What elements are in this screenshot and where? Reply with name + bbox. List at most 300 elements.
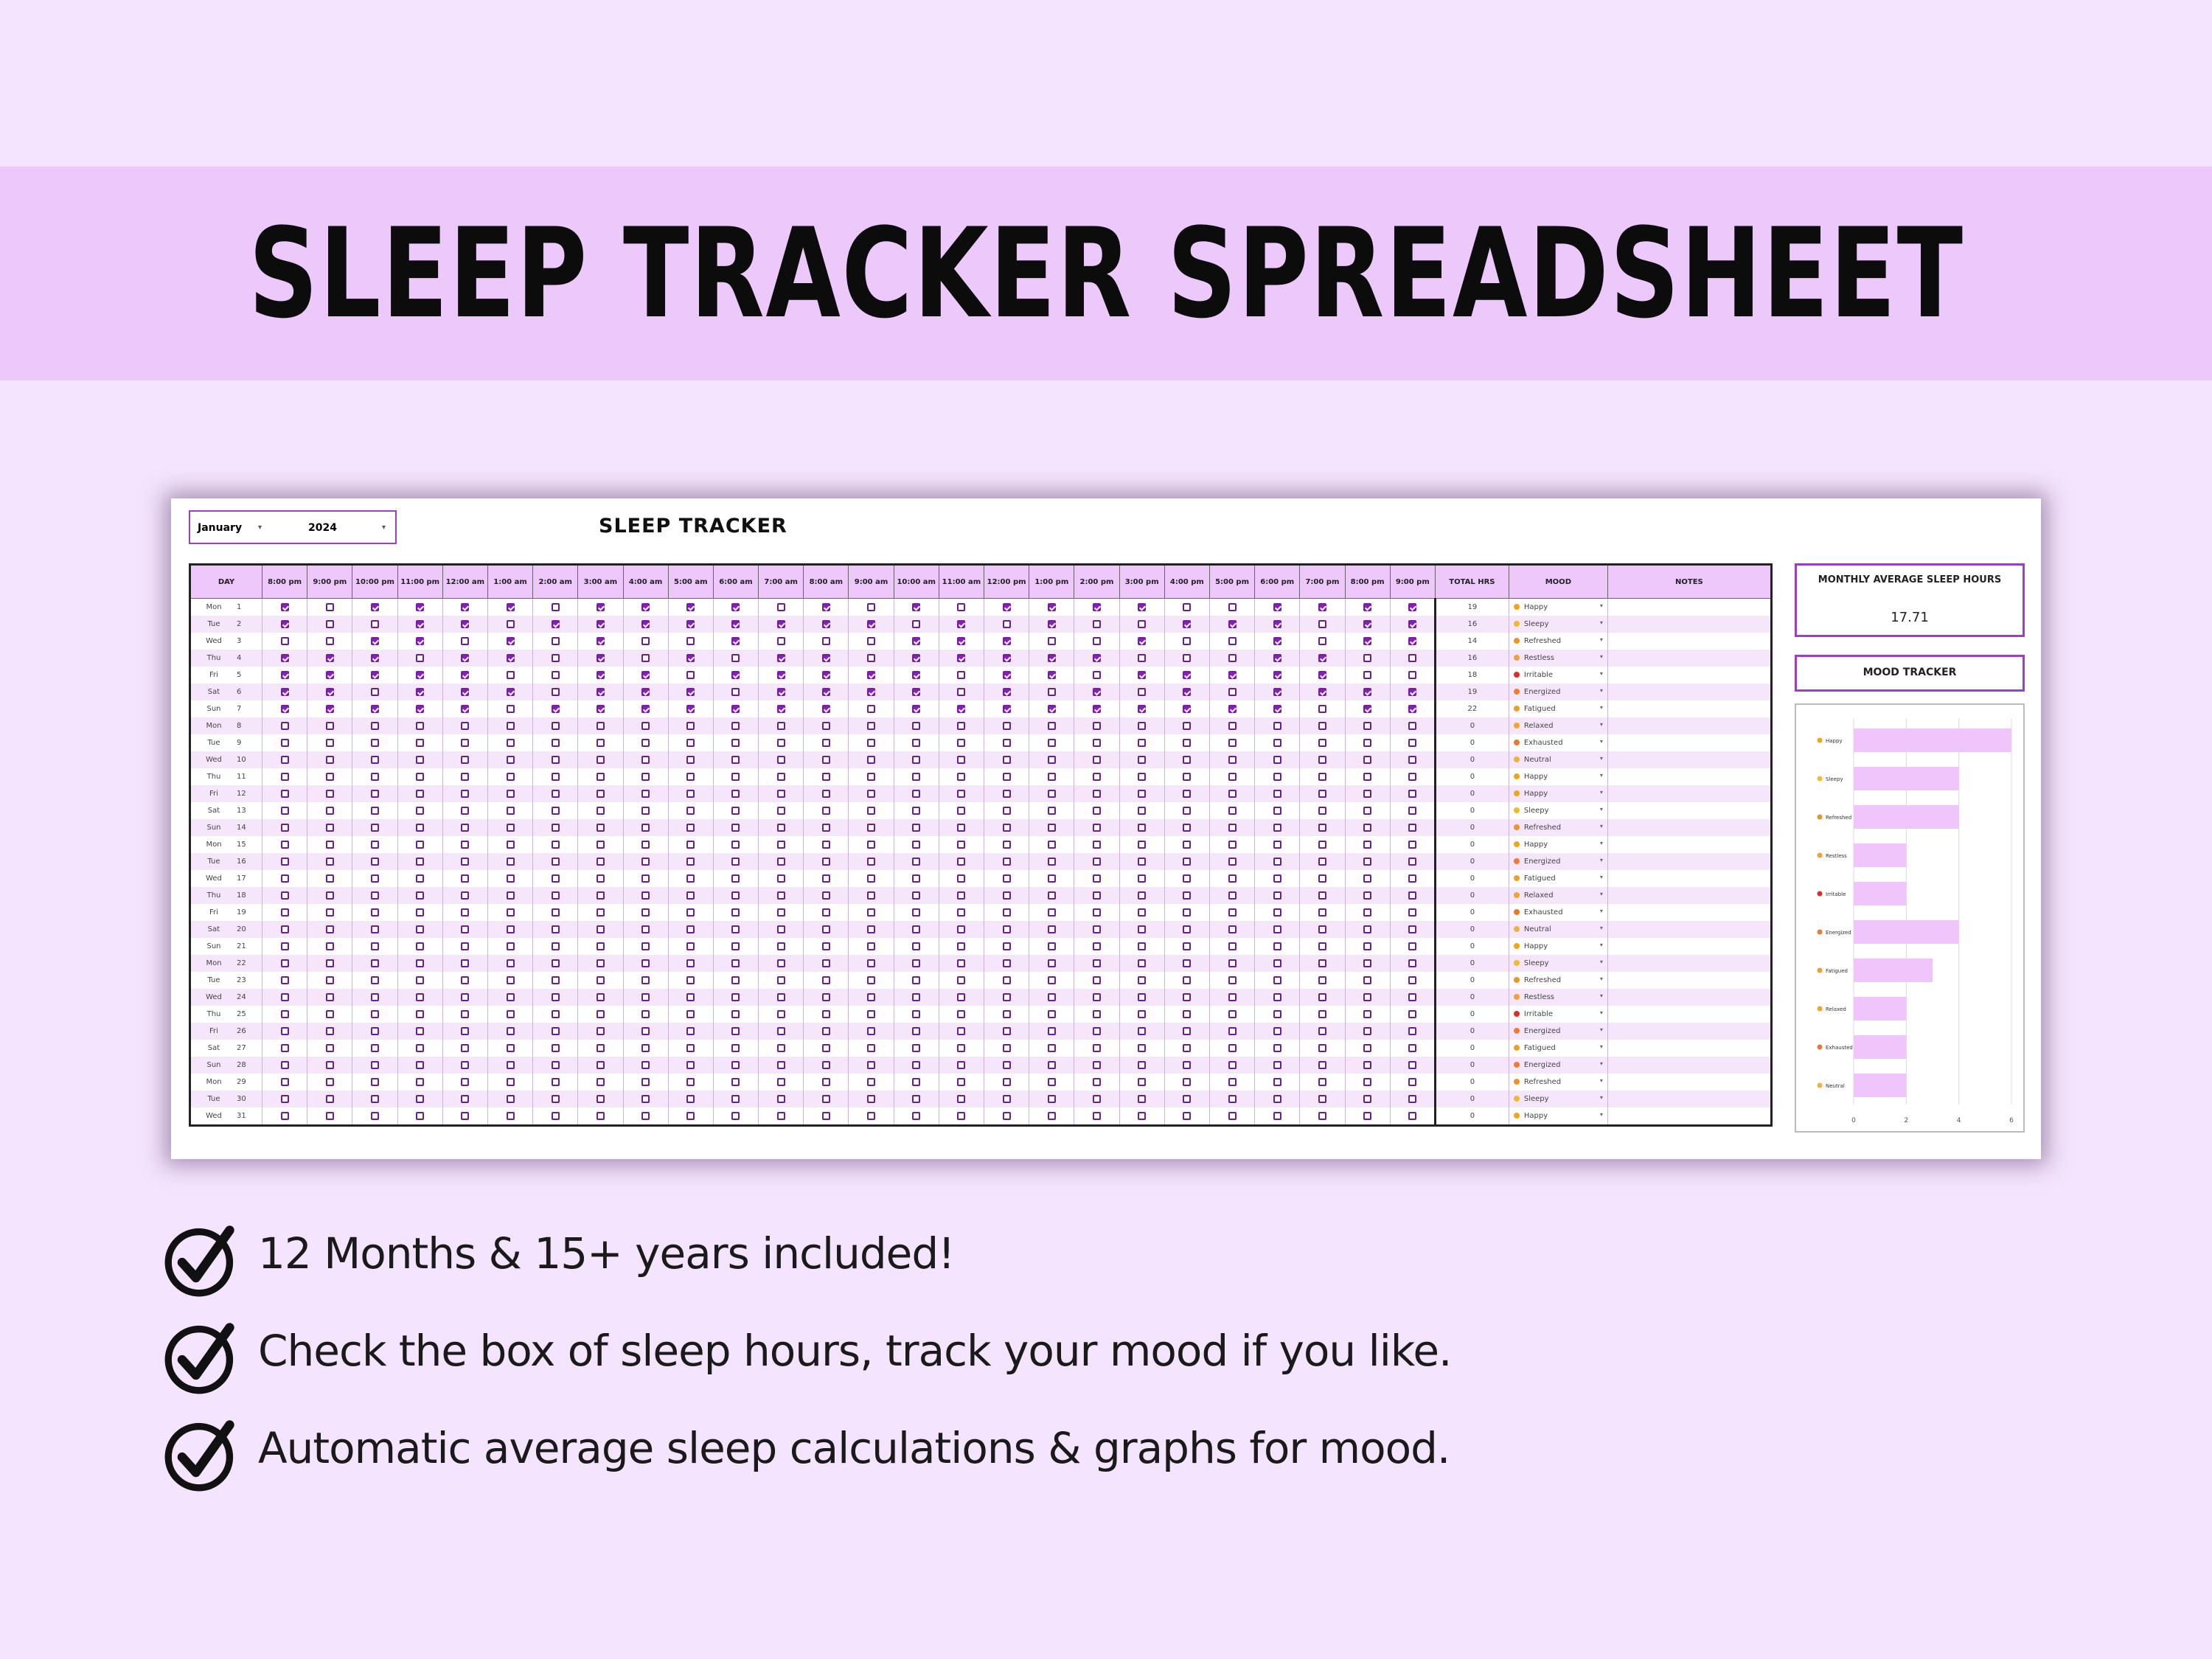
hour-cell[interactable] bbox=[352, 717, 397, 734]
hour-cell[interactable] bbox=[804, 887, 849, 904]
checkbox-checked[interactable] bbox=[326, 654, 334, 662]
hour-cell[interactable] bbox=[533, 768, 578, 785]
hour-cell[interactable] bbox=[262, 650, 307, 667]
hour-cell[interactable] bbox=[1164, 1107, 1209, 1126]
checkbox[interactable] bbox=[371, 891, 379, 900]
checkbox[interactable] bbox=[507, 722, 515, 730]
hour-cell[interactable] bbox=[1119, 972, 1164, 989]
month-year-selector[interactable] bbox=[189, 510, 397, 544]
checkbox-checked[interactable] bbox=[1318, 603, 1326, 611]
checkbox[interactable] bbox=[1138, 756, 1146, 764]
checkbox[interactable] bbox=[507, 1010, 515, 1018]
hour-cell[interactable] bbox=[984, 717, 1029, 734]
hour-cell[interactable] bbox=[713, 819, 758, 836]
hour-cell[interactable] bbox=[759, 1006, 804, 1023]
checkbox[interactable] bbox=[641, 993, 650, 1001]
checkbox[interactable] bbox=[552, 824, 560, 832]
hour-cell[interactable] bbox=[578, 650, 623, 667]
checkbox-checked[interactable] bbox=[641, 705, 650, 713]
year-dropdown[interactable]: 2024 bbox=[308, 522, 337, 534]
checkbox[interactable] bbox=[822, 1044, 830, 1052]
hour-cell[interactable] bbox=[849, 616, 894, 633]
hour-cell[interactable] bbox=[849, 904, 894, 921]
checkbox[interactable] bbox=[371, 756, 379, 764]
hour-cell[interactable] bbox=[1209, 633, 1254, 650]
checkbox[interactable] bbox=[281, 722, 289, 730]
checkbox[interactable] bbox=[1093, 891, 1101, 900]
checkbox[interactable] bbox=[957, 1010, 965, 1018]
checkbox[interactable] bbox=[1183, 908, 1191, 917]
hour-cell[interactable] bbox=[262, 1006, 307, 1023]
checkbox[interactable] bbox=[777, 959, 785, 967]
checkbox-checked[interactable] bbox=[1048, 603, 1056, 611]
hour-cell[interactable] bbox=[1074, 989, 1119, 1006]
hour-cell[interactable] bbox=[533, 684, 578, 700]
hour-cell[interactable] bbox=[939, 1006, 984, 1023]
hour-cell[interactable] bbox=[668, 616, 713, 633]
hour-cell[interactable] bbox=[1119, 989, 1164, 1006]
hour-cell[interactable] bbox=[984, 819, 1029, 836]
checkbox[interactable] bbox=[597, 722, 605, 730]
hour-cell[interactable] bbox=[804, 1023, 849, 1040]
checkbox-checked[interactable] bbox=[416, 603, 424, 611]
checkbox-checked[interactable] bbox=[1318, 688, 1326, 696]
hour-cell[interactable] bbox=[307, 1057, 352, 1074]
notes-cell[interactable] bbox=[1607, 921, 1771, 938]
hour-cell[interactable] bbox=[849, 836, 894, 853]
checkbox[interactable] bbox=[867, 603, 875, 611]
hour-cell[interactable] bbox=[804, 684, 849, 700]
hour-cell[interactable] bbox=[533, 1006, 578, 1023]
checkbox-checked[interactable] bbox=[1408, 603, 1416, 611]
hour-cell[interactable] bbox=[759, 989, 804, 1006]
hour-cell[interactable] bbox=[849, 938, 894, 955]
hour-cell[interactable] bbox=[307, 921, 352, 938]
hour-cell[interactable] bbox=[1345, 1074, 1390, 1091]
checkbox[interactable] bbox=[1003, 1112, 1011, 1120]
hour-cell[interactable] bbox=[533, 921, 578, 938]
hour-cell[interactable] bbox=[262, 1057, 307, 1074]
checkbox[interactable] bbox=[1228, 688, 1237, 696]
checkbox[interactable] bbox=[1183, 891, 1191, 900]
checkbox[interactable] bbox=[957, 841, 965, 849]
checkbox[interactable] bbox=[1003, 773, 1011, 781]
checkbox[interactable] bbox=[1273, 722, 1281, 730]
checkbox[interactable] bbox=[461, 790, 469, 798]
hour-cell[interactable] bbox=[894, 599, 939, 616]
checkbox[interactable] bbox=[597, 1010, 605, 1018]
checkbox[interactable] bbox=[1273, 942, 1281, 950]
hour-cell[interactable] bbox=[623, 650, 668, 667]
checkbox[interactable] bbox=[1093, 942, 1101, 950]
hour-cell[interactable] bbox=[442, 616, 487, 633]
hour-cell[interactable] bbox=[1209, 1107, 1254, 1126]
hour-cell[interactable] bbox=[1300, 684, 1345, 700]
checkbox-checked[interactable] bbox=[731, 603, 740, 611]
checkbox[interactable] bbox=[597, 993, 605, 1001]
mood-dropdown[interactable] bbox=[1509, 938, 1607, 955]
hour-cell[interactable] bbox=[939, 853, 984, 870]
hour-cell[interactable] bbox=[352, 734, 397, 751]
hour-cell[interactable] bbox=[849, 1006, 894, 1023]
chevron-down-icon[interactable]: ▾ bbox=[1599, 738, 1603, 745]
checkbox[interactable] bbox=[507, 773, 515, 781]
checkbox[interactable] bbox=[1408, 959, 1416, 967]
checkbox-checked[interactable] bbox=[957, 705, 965, 713]
checkbox[interactable] bbox=[731, 891, 740, 900]
checkbox[interactable] bbox=[1273, 1095, 1281, 1103]
chevron-down-icon[interactable]: ▾ bbox=[1599, 704, 1603, 711]
checkbox[interactable] bbox=[1183, 993, 1191, 1001]
hour-cell[interactable] bbox=[1029, 819, 1074, 836]
hour-cell[interactable] bbox=[804, 751, 849, 768]
hour-cell[interactable] bbox=[668, 700, 713, 717]
hour-cell[interactable] bbox=[668, 1040, 713, 1057]
hour-cell[interactable] bbox=[1345, 802, 1390, 819]
checkbox[interactable] bbox=[326, 1027, 334, 1035]
hour-cell[interactable] bbox=[849, 650, 894, 667]
checkbox-checked[interactable] bbox=[326, 671, 334, 679]
hour-cell[interactable] bbox=[533, 616, 578, 633]
hour-cell[interactable] bbox=[1029, 921, 1074, 938]
hour-cell[interactable] bbox=[307, 684, 352, 700]
hour-cell[interactable] bbox=[1029, 1091, 1074, 1107]
checkbox[interactable] bbox=[416, 858, 424, 866]
hour-cell[interactable] bbox=[352, 1057, 397, 1074]
checkbox[interactable] bbox=[461, 874, 469, 883]
hour-cell[interactable] bbox=[1119, 853, 1164, 870]
checkbox[interactable] bbox=[552, 1027, 560, 1035]
checkbox[interactable] bbox=[957, 908, 965, 917]
chevron-down-icon[interactable]: ▾ bbox=[1599, 1009, 1603, 1016]
hour-cell[interactable] bbox=[894, 785, 939, 802]
checkbox[interactable] bbox=[326, 722, 334, 730]
hour-cell[interactable] bbox=[623, 700, 668, 717]
hour-cell[interactable] bbox=[1255, 921, 1300, 938]
checkbox[interactable] bbox=[1183, 874, 1191, 883]
checkbox[interactable] bbox=[507, 874, 515, 883]
hour-cell[interactable] bbox=[1300, 1057, 1345, 1074]
hour-cell[interactable] bbox=[533, 751, 578, 768]
checkbox[interactable] bbox=[416, 925, 424, 933]
hour-cell[interactable] bbox=[804, 1006, 849, 1023]
checkbox[interactable] bbox=[416, 1061, 424, 1069]
checkbox[interactable] bbox=[957, 1112, 965, 1120]
mood-dropdown[interactable] bbox=[1509, 1006, 1607, 1023]
checkbox-checked[interactable] bbox=[912, 671, 920, 679]
checkbox[interactable] bbox=[461, 637, 469, 645]
hour-cell[interactable] bbox=[939, 1074, 984, 1091]
hour-cell[interactable] bbox=[1345, 616, 1390, 633]
checkbox[interactable] bbox=[957, 1061, 965, 1069]
hour-cell[interactable] bbox=[984, 700, 1029, 717]
checkbox[interactable] bbox=[1093, 1095, 1101, 1103]
checkbox[interactable] bbox=[1183, 824, 1191, 832]
checkbox[interactable] bbox=[1048, 1078, 1056, 1086]
checkbox[interactable] bbox=[326, 824, 334, 832]
hour-cell[interactable] bbox=[759, 1074, 804, 1091]
hour-cell[interactable] bbox=[668, 768, 713, 785]
hour-cell[interactable] bbox=[533, 1107, 578, 1126]
checkbox[interactable] bbox=[822, 739, 830, 747]
hour-cell[interactable] bbox=[939, 616, 984, 633]
checkbox[interactable] bbox=[416, 756, 424, 764]
checkbox[interactable] bbox=[326, 942, 334, 950]
checkbox[interactable] bbox=[822, 1061, 830, 1069]
hour-cell[interactable] bbox=[533, 972, 578, 989]
hour-cell[interactable] bbox=[1029, 717, 1074, 734]
checkbox-checked[interactable] bbox=[597, 654, 605, 662]
checkbox[interactable] bbox=[1003, 858, 1011, 866]
hour-cell[interactable] bbox=[939, 599, 984, 616]
checkbox[interactable] bbox=[1228, 824, 1237, 832]
hour-cell[interactable] bbox=[668, 599, 713, 616]
checkbox[interactable] bbox=[1318, 908, 1326, 917]
checkbox[interactable] bbox=[507, 976, 515, 984]
notes-cell[interactable] bbox=[1607, 938, 1771, 955]
checkbox[interactable] bbox=[731, 874, 740, 883]
hour-cell[interactable] bbox=[1345, 1040, 1390, 1057]
hour-cell[interactable] bbox=[713, 734, 758, 751]
hour-cell[interactable] bbox=[759, 650, 804, 667]
hour-cell[interactable] bbox=[1209, 853, 1254, 870]
checkbox[interactable] bbox=[731, 993, 740, 1001]
checkbox[interactable] bbox=[281, 824, 289, 832]
mood-dropdown[interactable] bbox=[1509, 887, 1607, 904]
checkbox[interactable] bbox=[1318, 1078, 1326, 1086]
hour-cell[interactable] bbox=[1164, 938, 1209, 955]
checkbox-checked[interactable] bbox=[1363, 688, 1371, 696]
hour-cell[interactable] bbox=[984, 921, 1029, 938]
hour-cell[interactable] bbox=[262, 802, 307, 819]
checkbox-checked[interactable] bbox=[777, 671, 785, 679]
checkbox-checked[interactable] bbox=[1048, 705, 1056, 713]
hour-cell[interactable] bbox=[533, 667, 578, 684]
checkbox[interactable] bbox=[1408, 942, 1416, 950]
checkbox[interactable] bbox=[957, 858, 965, 866]
hour-cell[interactable] bbox=[307, 1074, 352, 1091]
checkbox-checked[interactable] bbox=[822, 688, 830, 696]
checkbox[interactable] bbox=[1183, 773, 1191, 781]
chevron-down-icon[interactable]: ▾ bbox=[1599, 959, 1603, 965]
hour-cell[interactable] bbox=[804, 1074, 849, 1091]
hour-cell[interactable] bbox=[1255, 819, 1300, 836]
checkbox[interactable] bbox=[777, 1061, 785, 1069]
hour-cell[interactable] bbox=[1255, 734, 1300, 751]
checkbox[interactable] bbox=[1228, 841, 1237, 849]
hour-cell[interactable] bbox=[804, 734, 849, 751]
hour-cell[interactable] bbox=[668, 1107, 713, 1126]
chevron-down-icon[interactable]: ▾ bbox=[1599, 1026, 1603, 1033]
hour-cell[interactable] bbox=[1074, 836, 1119, 853]
checkbox[interactable] bbox=[1228, 1044, 1237, 1052]
mood-dropdown[interactable] bbox=[1509, 904, 1607, 921]
month-chevron-down-icon[interactable]: ▾ bbox=[258, 524, 262, 532]
checkbox[interactable] bbox=[777, 637, 785, 645]
mood-dropdown[interactable] bbox=[1509, 599, 1607, 616]
checkbox[interactable] bbox=[326, 858, 334, 866]
checkbox[interactable] bbox=[371, 773, 379, 781]
checkbox[interactable] bbox=[416, 891, 424, 900]
checkbox[interactable] bbox=[1318, 1010, 1326, 1018]
hour-cell[interactable] bbox=[713, 1057, 758, 1074]
checkbox[interactable] bbox=[507, 891, 515, 900]
hour-cell[interactable] bbox=[668, 1091, 713, 1107]
hour-cell[interactable] bbox=[1029, 836, 1074, 853]
checkbox[interactable] bbox=[1318, 891, 1326, 900]
hour-cell[interactable] bbox=[939, 751, 984, 768]
checkbox[interactable] bbox=[1093, 1027, 1101, 1035]
checkbox[interactable] bbox=[507, 756, 515, 764]
checkbox[interactable] bbox=[507, 705, 515, 713]
hour-cell[interactable] bbox=[759, 700, 804, 717]
hour-cell[interactable] bbox=[759, 955, 804, 972]
checkbox[interactable] bbox=[1408, 790, 1416, 798]
hour-cell[interactable] bbox=[1029, 1074, 1074, 1091]
checkbox[interactable] bbox=[1318, 942, 1326, 950]
hour-cell[interactable] bbox=[668, 684, 713, 700]
hour-cell[interactable] bbox=[804, 802, 849, 819]
hour-cell[interactable] bbox=[1255, 802, 1300, 819]
hour-cell[interactable] bbox=[1074, 650, 1119, 667]
hour-cell[interactable] bbox=[1300, 650, 1345, 667]
hour-cell[interactable] bbox=[1390, 921, 1435, 938]
checkbox[interactable] bbox=[1408, 841, 1416, 849]
checkbox[interactable] bbox=[552, 858, 560, 866]
hour-cell[interactable] bbox=[1390, 1040, 1435, 1057]
hour-cell[interactable] bbox=[533, 1074, 578, 1091]
checkbox[interactable] bbox=[326, 1061, 334, 1069]
checkbox-checked[interactable] bbox=[1183, 620, 1191, 628]
mood-dropdown[interactable] bbox=[1509, 1091, 1607, 1107]
checkbox-checked[interactable] bbox=[326, 688, 334, 696]
checkbox[interactable] bbox=[1093, 1078, 1101, 1086]
checkbox[interactable] bbox=[1003, 841, 1011, 849]
hour-cell[interactable] bbox=[1164, 751, 1209, 768]
checkbox[interactable] bbox=[326, 790, 334, 798]
checkbox[interactable] bbox=[1318, 773, 1326, 781]
hour-cell[interactable] bbox=[623, 921, 668, 938]
checkbox[interactable] bbox=[552, 603, 560, 611]
checkbox[interactable] bbox=[371, 824, 379, 832]
hour-cell[interactable] bbox=[533, 819, 578, 836]
checkbox-checked[interactable] bbox=[1363, 705, 1371, 713]
hour-cell[interactable] bbox=[1345, 785, 1390, 802]
checkbox[interactable] bbox=[1228, 976, 1237, 984]
checkbox[interactable] bbox=[1048, 773, 1056, 781]
checkbox-checked[interactable] bbox=[597, 671, 605, 679]
hour-cell[interactable] bbox=[939, 955, 984, 972]
checkbox[interactable] bbox=[597, 807, 605, 815]
hour-cell[interactable] bbox=[623, 989, 668, 1006]
hour-cell[interactable] bbox=[578, 836, 623, 853]
hour-cell[interactable] bbox=[1255, 633, 1300, 650]
hour-cell[interactable] bbox=[759, 768, 804, 785]
hour-cell[interactable] bbox=[1300, 938, 1345, 955]
checkbox[interactable] bbox=[597, 739, 605, 747]
checkbox[interactable] bbox=[686, 790, 695, 798]
hour-cell[interactable] bbox=[849, 887, 894, 904]
hour-cell[interactable] bbox=[1074, 1074, 1119, 1091]
chevron-down-icon[interactable]: ▾ bbox=[1599, 653, 1603, 660]
checkbox[interactable] bbox=[822, 858, 830, 866]
hour-cell[interactable] bbox=[894, 887, 939, 904]
checkbox[interactable] bbox=[777, 756, 785, 764]
checkbox[interactable] bbox=[686, 1095, 695, 1103]
checkbox[interactable] bbox=[1408, 756, 1416, 764]
hour-cell[interactable] bbox=[1300, 972, 1345, 989]
hour-cell[interactable] bbox=[713, 633, 758, 650]
hour-cell[interactable] bbox=[894, 1040, 939, 1057]
mood-dropdown[interactable] bbox=[1509, 616, 1607, 633]
hour-cell[interactable] bbox=[1345, 972, 1390, 989]
hour-cell[interactable] bbox=[1390, 972, 1435, 989]
checkbox-checked[interactable] bbox=[1273, 671, 1281, 679]
checkbox-checked[interactable] bbox=[281, 688, 289, 696]
checkbox[interactable] bbox=[416, 1112, 424, 1120]
checkbox[interactable] bbox=[552, 671, 560, 679]
hour-cell[interactable] bbox=[397, 616, 442, 633]
checkbox-checked[interactable] bbox=[507, 637, 515, 645]
checkbox[interactable] bbox=[416, 1095, 424, 1103]
chevron-down-icon[interactable]: ▾ bbox=[1599, 1060, 1603, 1067]
hour-cell[interactable] bbox=[1209, 1091, 1254, 1107]
checkbox[interactable] bbox=[1003, 1078, 1011, 1086]
checkbox[interactable] bbox=[1228, 942, 1237, 950]
hour-cell[interactable] bbox=[984, 684, 1029, 700]
hour-cell[interactable] bbox=[1209, 616, 1254, 633]
hour-cell[interactable] bbox=[984, 650, 1029, 667]
hour-cell[interactable] bbox=[307, 616, 352, 633]
hour-cell[interactable] bbox=[984, 1057, 1029, 1074]
hour-cell[interactable] bbox=[623, 633, 668, 650]
hour-cell[interactable] bbox=[1255, 989, 1300, 1006]
mood-dropdown[interactable] bbox=[1509, 667, 1607, 684]
checkbox[interactable] bbox=[1093, 1061, 1101, 1069]
checkbox[interactable] bbox=[281, 1078, 289, 1086]
checkbox[interactable] bbox=[777, 942, 785, 950]
checkbox[interactable] bbox=[461, 858, 469, 866]
checkbox[interactable] bbox=[1363, 654, 1371, 662]
hour-cell[interactable] bbox=[1119, 819, 1164, 836]
hour-cell[interactable] bbox=[1164, 1057, 1209, 1074]
hour-cell[interactable] bbox=[668, 921, 713, 938]
hour-cell[interactable] bbox=[307, 785, 352, 802]
hour-cell[interactable] bbox=[1209, 785, 1254, 802]
checkbox[interactable] bbox=[281, 1061, 289, 1069]
checkbox[interactable] bbox=[552, 959, 560, 967]
notes-cell[interactable] bbox=[1607, 650, 1771, 667]
hour-cell[interactable] bbox=[1119, 633, 1164, 650]
checkbox[interactable] bbox=[686, 756, 695, 764]
checkbox-checked[interactable] bbox=[1138, 705, 1146, 713]
checkbox[interactable] bbox=[777, 722, 785, 730]
hour-cell[interactable] bbox=[442, 1091, 487, 1107]
hour-cell[interactable] bbox=[1209, 989, 1254, 1006]
checkbox[interactable] bbox=[1228, 807, 1237, 815]
checkbox[interactable] bbox=[371, 841, 379, 849]
hour-cell[interactable] bbox=[804, 972, 849, 989]
hour-cell[interactable] bbox=[1029, 616, 1074, 633]
hour-cell[interactable] bbox=[1074, 751, 1119, 768]
checkbox-checked[interactable] bbox=[1408, 620, 1416, 628]
checkbox[interactable] bbox=[597, 773, 605, 781]
checkbox[interactable] bbox=[867, 858, 875, 866]
hour-cell[interactable] bbox=[533, 938, 578, 955]
checkbox-checked[interactable] bbox=[1273, 688, 1281, 696]
checkbox[interactable] bbox=[1273, 756, 1281, 764]
hour-cell[interactable] bbox=[759, 1023, 804, 1040]
